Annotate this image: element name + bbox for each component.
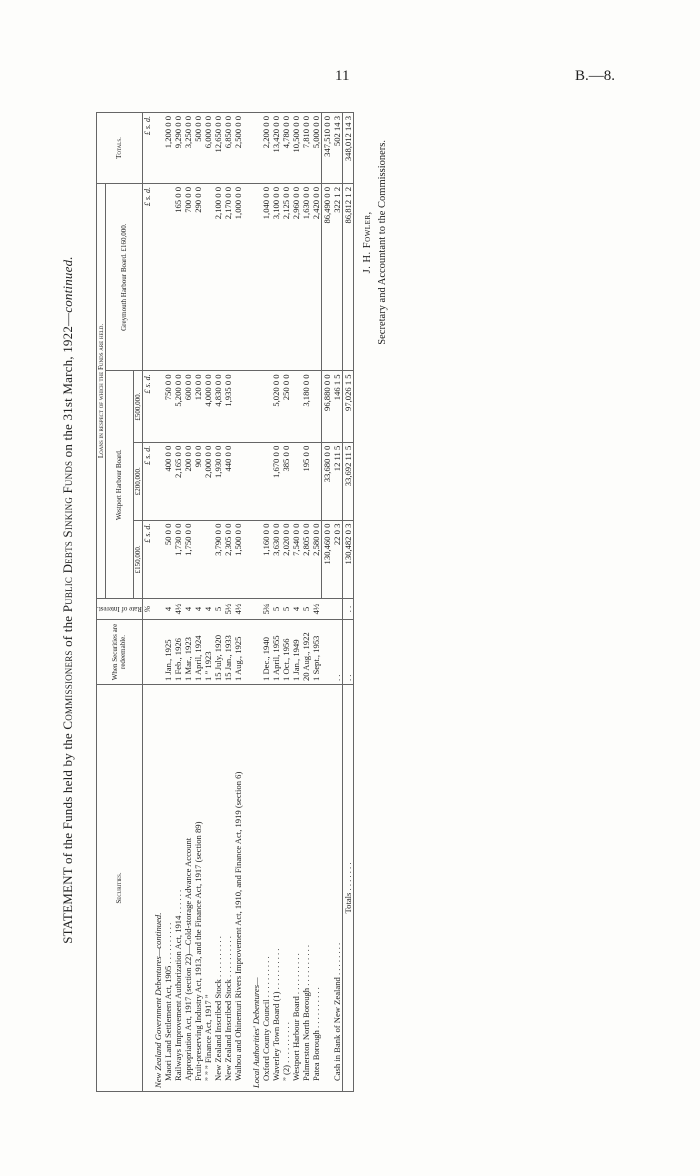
loan-500000-cell <box>233 371 243 442</box>
total-cell: 500 0 0 <box>193 113 203 184</box>
interest-rate-cell: 4 <box>183 599 193 620</box>
interest-rate-cell: . . <box>342 599 353 620</box>
table-row <box>301 113 311 1092</box>
interest-rate-cell: 5¾ <box>261 599 271 620</box>
interest-rate-cell: 5 <box>281 599 291 620</box>
loan-500000-cell: 600 0 0 <box>183 371 193 442</box>
securities-cell: Railways Improvement Authorization Act, 1914 . . . . . . <box>173 685 183 1092</box>
col-greymouth: Greymouth Harbour Board. £160,000. <box>106 184 143 371</box>
spacer-row <box>243 113 251 1092</box>
loan-500000-cell: 146 1 5 <box>332 371 343 442</box>
loan-200000-cell: 195 0 0 <box>301 442 311 520</box>
table-row <box>213 113 223 1092</box>
securities-cell: Westport Harbour Board . . . . . . . . . . <box>291 685 301 1092</box>
redeemable-cell <box>153 620 163 685</box>
securities-cell: Cash in Bank of New Zealand . . . . . . . . <box>332 685 343 1092</box>
loan-150000-cell: 22 0 3 <box>332 520 343 598</box>
table-row <box>332 113 343 1092</box>
greymouth-cell: 1,630 0 0 <box>301 184 311 371</box>
redeemable-cell: 20 Aug., 1922 <box>301 620 311 685</box>
total-cell: 2,200 0 0 <box>261 113 271 184</box>
interest-rate-cell: 4½ <box>173 599 183 620</box>
total-cell: 502 14 3 <box>332 113 343 184</box>
redeemable-cell: 1 ” 1923 <box>203 620 213 685</box>
loan-150000-cell: 2,805 0 0 <box>301 520 311 598</box>
table-row <box>163 113 173 1092</box>
securities-cell: Appropriation Act, 1917 (section 22)—Cold-storage Advance Account <box>183 685 193 1092</box>
redeemable-cell: 1 Sept., 1953 <box>311 620 322 685</box>
redeemable-cell <box>321 620 332 685</box>
securities-cell: Maori Land Settlement Act, 1905 . . . . . . . . . . <box>163 685 173 1092</box>
loan-150000-cell: 50 0 0 <box>163 520 173 598</box>
col-rate-label: Rate of Interest. <box>97 605 142 613</box>
redeemable-cell: 1 Jan., 1949 <box>291 620 301 685</box>
title-commissioners: Commissioners <box>60 650 75 730</box>
loan-150000-cell: 1,730 0 0 <box>173 520 183 598</box>
greymouth-cell: 2,960 0 0 <box>291 184 301 371</box>
loan-500000-cell: 5,020 0 0 <box>271 371 281 442</box>
total-cell: 9,290 0 0 <box>173 113 183 184</box>
securities-cell <box>321 685 332 1092</box>
loan-200000-cell: 200 0 0 <box>183 442 193 520</box>
total-cell: 4,780 0 0 <box>281 113 291 184</box>
securities-cell: Totals . . . . . . . <box>342 685 353 1092</box>
loan-150000-cell: 2,305 0 0 <box>223 520 233 598</box>
loan-200000-cell: 12 11 5 <box>332 442 343 520</box>
loan-500000-cell: 5,200 0 0 <box>173 371 183 442</box>
unit-lsd: £ s. d. <box>142 520 153 598</box>
loan-150000-cell: 1,750 0 0 <box>183 520 193 598</box>
total-cell: 6,000 0 0 <box>203 113 213 184</box>
interest-rate-cell <box>251 599 261 620</box>
loan-200000-cell: 2,165 0 0 <box>173 442 183 520</box>
securities-cell: New Zealand Inscribed Stock . . . . . . . . . . <box>223 685 233 1092</box>
rotated-statement <box>60 100 480 1100</box>
greymouth-cell: 86,812 1 2 <box>342 184 353 371</box>
loan-200000-cell: 440 0 0 <box>223 442 233 520</box>
loan-150000-cell: 130,460 0 0 <box>321 520 332 598</box>
loan-150000-cell: 1,500 0 0 <box>233 520 243 598</box>
greymouth-cell <box>251 184 261 371</box>
table-row <box>233 113 243 1092</box>
loan-500000-cell: 750 0 0 <box>163 371 173 442</box>
redeemable-cell: 1 Mar., 1923 <box>183 620 193 685</box>
table-row <box>193 113 203 1092</box>
loan-150000-cell: 130,482 0 3 <box>342 520 353 598</box>
securities-cell: Waihou and Ohinemuri Rivers Improvement Act, 1910, and Finance Act, 1919 (section 6) <box>233 685 243 1092</box>
category-row <box>251 113 261 1092</box>
loan-200000-cell: 1,930 0 0 <box>213 442 223 520</box>
securities-cell: New Zealand Inscribed Stock . . . . . . . . . . <box>213 685 223 1092</box>
loan-500000-cell <box>251 371 261 442</box>
interest-rate-cell: 4 <box>193 599 203 620</box>
greymouth-cell: 165 0 0 <box>173 184 183 371</box>
unit-lsd: £ s. d. <box>142 184 153 371</box>
document-id: B.—8. <box>575 68 616 84</box>
loan-150000-cell: 3,630 0 0 <box>271 520 281 598</box>
title-of-the: of the <box>60 615 75 647</box>
unit-lsd: £ s. d. <box>142 371 153 442</box>
securities-cell: Local Authorities' Debentures— <box>251 685 261 1092</box>
col-when: When Securities are redeemable. <box>97 620 143 685</box>
table-row <box>311 113 322 1092</box>
redeemable-cell: 1 Aug., 1925 <box>233 620 243 685</box>
loan-500000-cell: 3,180 0 0 <box>301 371 311 442</box>
greymouth-cell: 290 0 0 <box>193 184 203 371</box>
signatory-name: J. H. Fowler, <box>362 211 373 274</box>
total-cell <box>251 113 261 184</box>
greymouth-cell <box>163 184 173 371</box>
loan-150000-cell <box>251 520 261 598</box>
redeemable-cell <box>251 620 261 685</box>
greymouth-cell: 1,040 0 0 <box>261 184 271 371</box>
securities-cell: Oxford County Council . . . . . . . . . . <box>261 685 271 1092</box>
table-row <box>291 113 301 1092</box>
subtotal-row <box>321 113 332 1092</box>
securities-cell: ” ” ” Finance Act, 1917 ” <box>203 685 213 1092</box>
total-cell: 7,810 0 0 <box>301 113 311 184</box>
total-cell: 6,850 0 0 <box>223 113 233 184</box>
unit-pct: % <box>142 599 153 620</box>
redeemable-cell: 1 April, 1955 <box>271 620 281 685</box>
loan-200000-cell: 33,692 11 5 <box>342 442 353 520</box>
loan-150000-cell: 3,790 0 0 <box>213 520 223 598</box>
loan-200000-cell: 385 0 0 <box>281 442 291 520</box>
title-debts: Public Debts Sinking Funds <box>60 460 75 613</box>
greymouth-cell: 2,100 0 0 <box>213 184 223 371</box>
loan-200000-cell: 1,670 0 0 <box>271 442 281 520</box>
redeemable-cell: 1 April, 1924 <box>193 620 203 685</box>
securities-cell: New Zealand Government Debentures—continued. <box>153 685 163 1092</box>
redeemable-cell: . . <box>342 620 353 685</box>
col-loan-500000: £500,000. <box>133 371 142 442</box>
interest-rate-cell: 5 <box>271 599 281 620</box>
total-cell: 10,500 0 0 <box>291 113 301 184</box>
redeemable-cell: 15 July, 1920 <box>213 620 223 685</box>
loan-200000-cell <box>291 442 301 520</box>
redeemable-cell: . . <box>332 620 343 685</box>
interest-rate-cell: 4 <box>163 599 173 620</box>
greymouth-cell <box>203 184 213 371</box>
greymouth-cell: 2,420 0 0 <box>311 184 322 371</box>
total-cell: 12,650 0 0 <box>213 113 223 184</box>
loan-500000-cell: 4,000 0 0 <box>203 371 213 442</box>
units-row <box>142 113 153 1092</box>
statement-table <box>96 112 354 1092</box>
total-cell: 1,200 0 0 <box>163 113 173 184</box>
loan-200000-cell: 33,680 0 0 <box>321 442 332 520</box>
greymouth-cell: 1,000 0 0 <box>233 184 243 371</box>
loan-200000-cell <box>251 442 261 520</box>
loan-500000-cell: 4,830 0 0 <box>213 371 223 442</box>
total-cell: 5,000 0 0 <box>311 113 322 184</box>
totals-row <box>342 113 353 1092</box>
title-prefix: STATEMENT of the Funds held by the <box>60 733 75 944</box>
greymouth-cell: 3,100 0 0 <box>271 184 281 371</box>
securities-cell: Waverley Town Board (1) . . . . . . . . . . <box>271 685 281 1092</box>
greymouth-cell: 2,125 0 0 <box>281 184 291 371</box>
interest-rate-cell: 4 <box>203 599 213 620</box>
interest-rate-cell: 5 <box>301 599 311 620</box>
table-row <box>203 113 213 1092</box>
interest-rate-cell <box>332 599 343 620</box>
securities-cell: ” (2) . . . . . . . . . . <box>281 685 291 1092</box>
loan-500000-cell <box>261 371 271 442</box>
redeemable-cell: 1 Feb., 1926 <box>173 620 183 685</box>
securities-cell: Patea Borough . . . . . . . . . . <box>311 685 322 1092</box>
interest-rate-cell <box>153 599 163 620</box>
total-cell: 348,012 14 3 <box>342 113 353 184</box>
title-continued: continued. <box>60 256 75 313</box>
loan-200000-cell: 90 0 0 <box>193 442 203 520</box>
signatory-title: Secretary and Accountant to the Commissioners. <box>377 140 388 345</box>
col-westport-group: Westport Harbour Board. <box>106 371 134 599</box>
loan-500000-cell <box>311 371 322 442</box>
col-totals: Totals. <box>97 113 143 184</box>
loan-200000-cell <box>153 442 163 520</box>
interest-rate-cell: 4 <box>291 599 301 620</box>
loan-150000-cell <box>153 520 163 598</box>
greymouth-cell: 322 1 2 <box>332 184 343 371</box>
unit-lsd: £ s. d. <box>142 113 153 184</box>
loan-500000-cell <box>291 371 301 442</box>
greymouth-cell: 2,170 0 0 <box>223 184 233 371</box>
greymouth-cell <box>153 184 163 371</box>
loan-200000-cell <box>311 442 322 520</box>
interest-rate-cell: 5 <box>213 599 223 620</box>
loan-500000-cell: 96,880 0 0 <box>321 371 332 442</box>
loan-150000-cell: 2,020 0 0 <box>281 520 291 598</box>
loan-200000-cell <box>261 442 271 520</box>
interest-rate-cell <box>321 599 332 620</box>
interest-rate-cell: 5½ <box>223 599 233 620</box>
table-row <box>183 113 193 1092</box>
redeemable-cell: 1 Oct., 1956 <box>281 620 291 685</box>
loan-200000-cell: 2,000 0 0 <box>203 442 213 520</box>
redeemable-cell: 1 Jan., 1925 <box>163 620 173 685</box>
page-number: 11 <box>335 68 350 84</box>
title-suffix: on the 31st March, 1922— <box>60 312 75 458</box>
loan-500000-cell <box>153 371 163 442</box>
loan-500000-cell: 1,935 0 0 <box>223 371 233 442</box>
loan-200000-cell: 400 0 0 <box>163 442 173 520</box>
table-row <box>261 113 271 1092</box>
loan-500000-cell: 120 0 0 <box>193 371 203 442</box>
total-cell: 13,420 0 0 <box>271 113 281 184</box>
greymouth-cell: 700 0 0 <box>183 184 193 371</box>
table-row <box>271 113 281 1092</box>
loan-150000-cell: 1,160 0 0 <box>261 520 271 598</box>
redeemable-cell: 15 Jan., 1933 <box>223 620 233 685</box>
redeemable-cell: 1 Dec., 1940 <box>261 620 271 685</box>
signature-block <box>360 140 390 345</box>
total-cell <box>153 113 163 184</box>
unit-lsd: £ s. d. <box>142 442 153 520</box>
loan-500000-cell: 250 0 0 <box>281 371 291 442</box>
total-cell: 2,500 0 0 <box>233 113 243 184</box>
securities-cell: Palmerston North Borough . . . . . . . . . . <box>301 685 311 1092</box>
loan-200000-cell <box>233 442 243 520</box>
total-cell: 347,510 0 0 <box>321 113 332 184</box>
category-row <box>153 113 163 1092</box>
interest-rate-cell: 4½ <box>311 599 322 620</box>
interest-rate-cell: 4½ <box>233 599 243 620</box>
table-row <box>281 113 291 1092</box>
col-loan-200000: £200,000. <box>133 442 142 520</box>
col-rate <box>97 599 143 620</box>
total-cell: 3,250 0 0 <box>183 113 193 184</box>
loan-150000-cell <box>203 520 213 598</box>
securities-cell: Fruit-preserving Industry Act, 1913, and the Finance Act, 1917 (section 89) <box>193 685 203 1092</box>
statement-title <box>60 100 76 1100</box>
loan-150000-cell: 2,580 0 0 <box>311 520 322 598</box>
table-row <box>173 113 183 1092</box>
statement-body <box>142 113 353 1092</box>
greymouth-cell: 86,490 0 0 <box>321 184 332 371</box>
col-securities: Securities. <box>97 685 143 1092</box>
col-loan-150000: £150,000. <box>133 520 142 598</box>
loan-150000-cell <box>193 520 203 598</box>
loan-500000-cell: 97,026 1 5 <box>342 371 353 442</box>
col-loans-group: Loans in respect of which the Funds are held. <box>97 184 106 599</box>
loan-150000-cell: 7,540 0 0 <box>291 520 301 598</box>
table-row <box>223 113 233 1092</box>
